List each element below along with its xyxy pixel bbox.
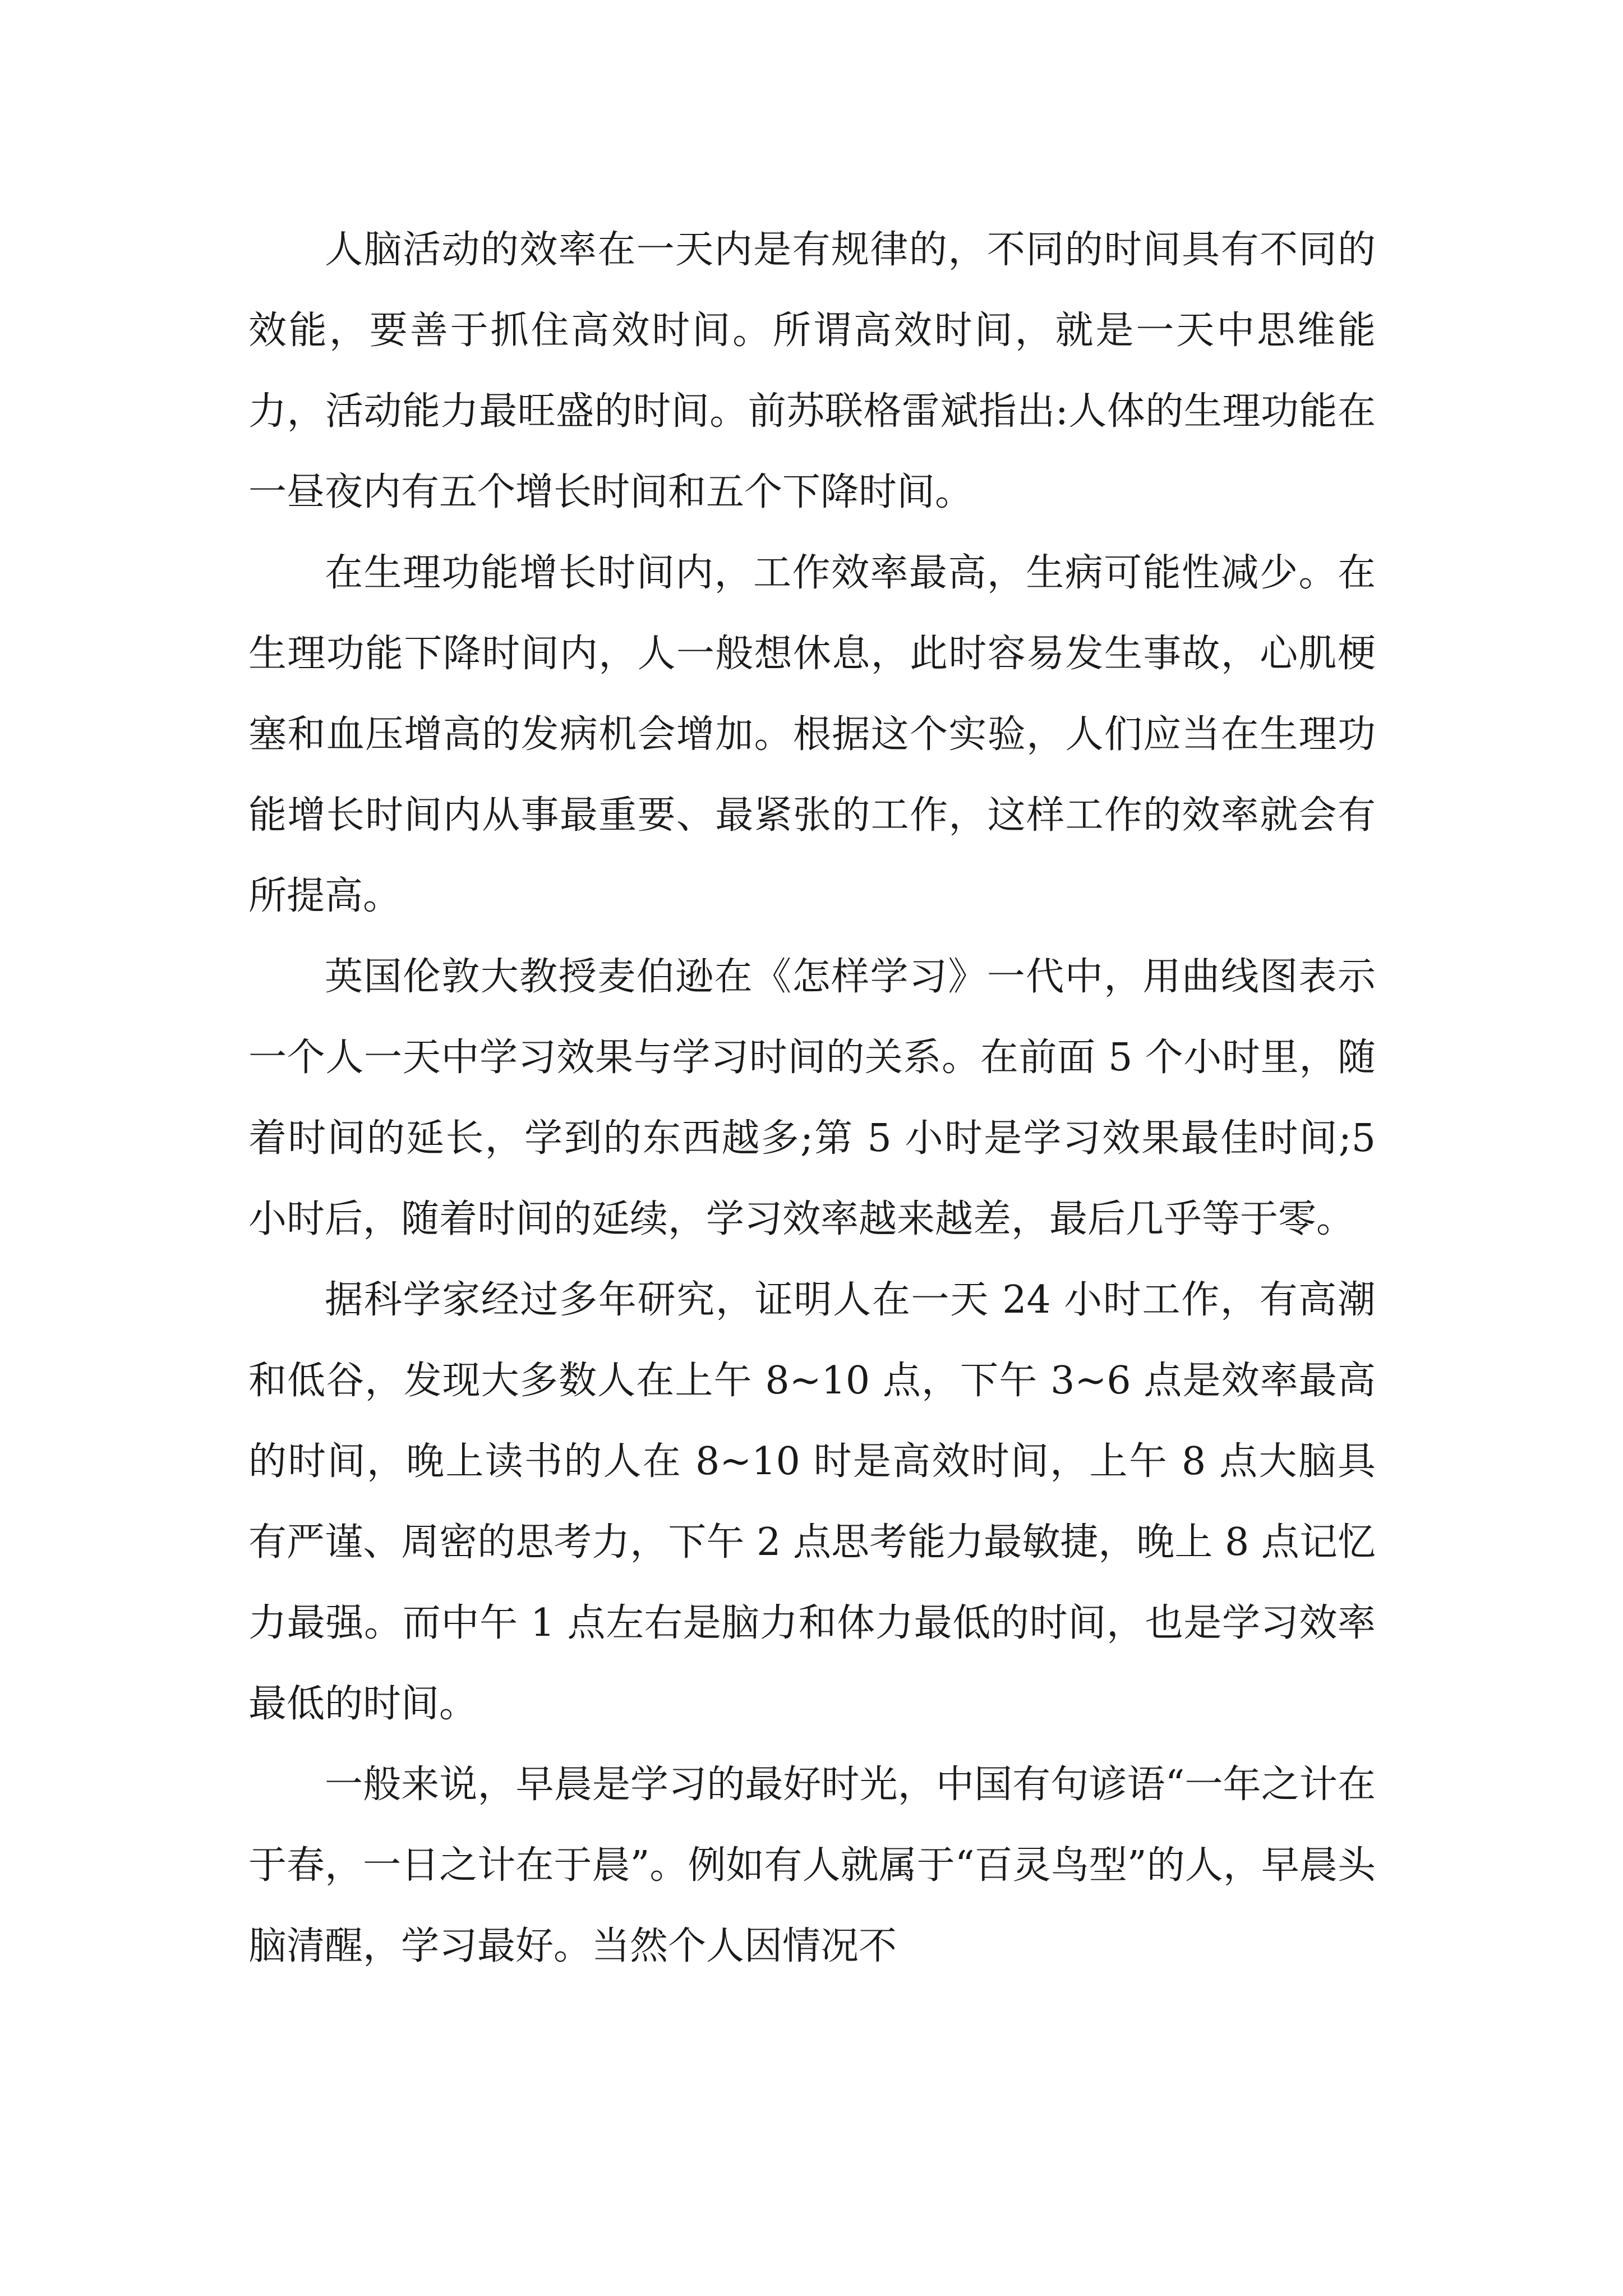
body-text bbox=[248, 210, 1376, 1987]
paragraph-2: 在生理功能增长时间内，工作效率最高，生病可能性减少。在生理功能下降时间内，人一般想休息，此时容易发生事故，心肌梗塞和血压增高的发病机会增加。根据这个实验，人们应当在生理功能增长时间内从事最重要、最紧张的工作，这样工作的效率就会有所提高。 bbox=[248, 551, 1376, 918]
paragraph-3: 英国伦敦大教授麦伯逊在《怎样学习》一代中，用曲线图表示一个人一天中学习效果与学习时间的关系。在前面 5 个小时里，随着时间的延长，学到的东西越多;第 5 小时是学习效果最佳时间;5 小时后，随着时间的延续，学习效率越来越差，最后几乎等于零。 bbox=[248, 955, 1376, 1241]
paragraph-4: 据科学家经过多年研究，证明人在一天 24 小时工作，有高潮和低谷，发现大多数人在上午 8~10 点，下午 3~6 点是效率最高的时间，晚上读书的人在 8~10 时是高效时间，上午 8 点大脑具有严谨、周密的思考力，下午 2 点思考能力最敏捷，晚上 8 点记忆力最强。而中午 1 点左右是脑力和体力最低的时间，也是学习效率最低的时间。 bbox=[248, 1278, 1376, 1726]
paragraph-1: 人脑活动的效率在一天内是有规律的，不同的时间具有不同的效能，要善于抓住高效时间。所谓高效时间，就是一天中思维能力，活动能力最旺盛的时间。前苏联格雷斌指出:人体的生理功能在一昼夜内有五个增长时间和五个下降时间。 bbox=[248, 228, 1376, 514]
paragraph-5: 一般来说，早晨是学习的最好时光，中国有句谚语“一年之计在于春，一日之计在于晨”。例如有人就属于“百灵鸟型”的人，早晨头脑清醒，学习最好。当然个人因情况不 bbox=[248, 1763, 1376, 1968]
